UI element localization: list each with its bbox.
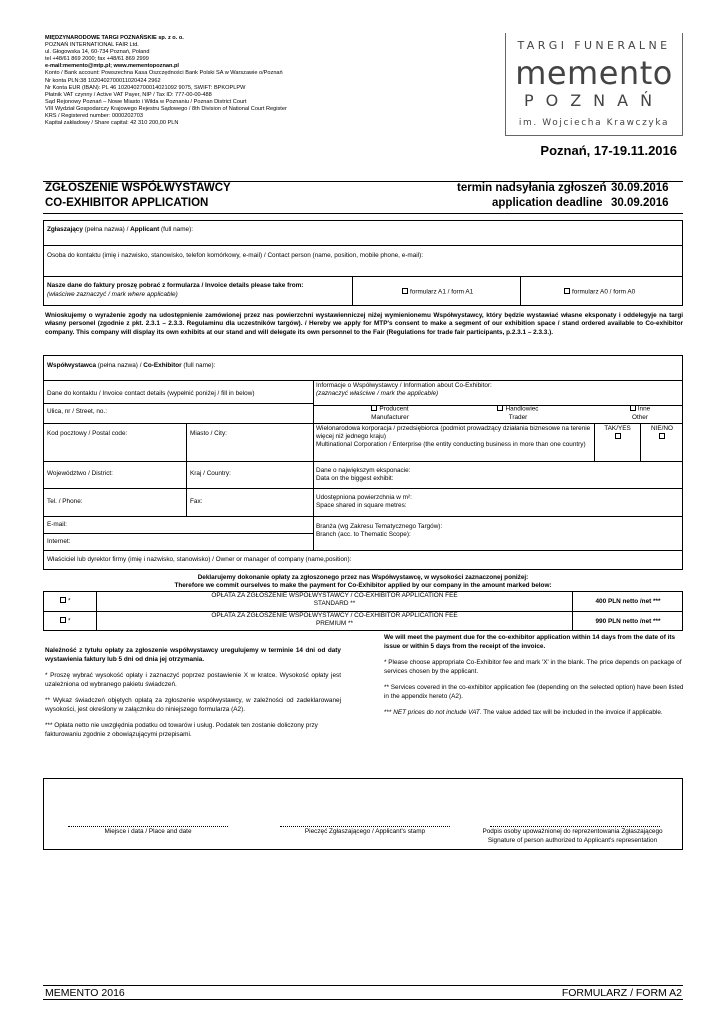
multinational-no[interactable] <box>641 425 683 442</box>
fee-premium-checkbox[interactable] <box>60 617 71 626</box>
company-name: MIĘDZYNARODOWE TARGI POZNAŃSKIE sp. z o. o. <box>45 35 184 41</box>
event-date: Poznań, 17-19.11.2016 <box>540 143 677 158</box>
note-en-3-stars: *** <box>384 709 394 716</box>
payment-terms-en: We will meet the payment due for the co-exhibitor application within 14 days from the date of its issue or within 5 days from the receipt of the invoice. <box>384 634 676 650</box>
applicant-label-rest-en: (full name): <box>159 226 194 233</box>
coexhibitor-label-rest-en: (full name): <box>181 362 216 369</box>
checkbox-icon[interactable] <box>402 288 408 294</box>
coexhibitor-label-bold: Współwystawca <box>47 362 97 369</box>
other-label: Inne <box>637 405 651 413</box>
street-field[interactable]: Ulica, nr / Street, no.: <box>47 408 108 415</box>
fax-field[interactable]: Fax: <box>190 498 203 505</box>
company-phone: tel +48/61 869 2000; fax +48/61 869 2999 <box>45 56 149 63</box>
place-date-label: Miejsce i data / Place and date <box>104 828 192 835</box>
other-label-en: Other <box>632 413 648 421</box>
title-en: CO-EXHIBITOR APPLICATION <box>45 197 209 209</box>
note-en-2: ** Services covered in the co-exhibitor application fee (depending on the selected option) have been listed in the appendix hereto (A2). <box>384 684 684 700</box>
checkbox-icon[interactable] <box>564 288 570 294</box>
space-shared-field[interactable]: Udostępniona powierzchnia w m²: Space shared in square metres: <box>316 494 412 509</box>
notes-en <box>384 633 684 717</box>
multinational-yes[interactable] <box>595 425 640 442</box>
contact-data-label: Dane do kontaktu / Invoice contact details (wypełnić poniżej / fill in below) <box>47 390 255 397</box>
other-option[interactable] <box>615 405 665 422</box>
applicant-label-bold: Zgłaszający <box>47 226 83 233</box>
producer-option[interactable] <box>350 405 430 422</box>
account-pln: Nr konta PLN:38 1020402700011020424 2962 <box>45 77 161 84</box>
fee-standard-label: OPŁATA ZA ZGŁOSZENIE WSPÓŁWYSTAWCY / CO-EXHIBITOR APPLICATION FEE STANDARD ** <box>211 592 458 607</box>
fee-premium-price: 990 PLN netto /net *** <box>595 618 661 625</box>
fee-premium-mark: * <box>68 617 71 625</box>
deadline-en-date: 30.09.2016 <box>611 197 669 209</box>
stamp-label: Pieczęć Zgłaszającego / Applicant's stamp <box>304 828 426 835</box>
title-pl: ZGŁOSZENIE WSPÓŁWYSTAWCY <box>45 182 231 194</box>
internet-field[interactable]: Internet: <box>47 538 71 545</box>
note-en-3-rest: . The value added tax will be included in the invoice if applicable. <box>479 709 663 716</box>
branch-field[interactable]: Branża (wg Zakresu Tematycznego Targów): Branch (acc. to Thematic Scope): <box>316 523 443 538</box>
note-pl-1: * Proszę wybrać wysokość opłaty i zaznaczyć poprzez postawienie X w kratce. Wysokość opłaty jest uzależniona od wybranego pakietu świadczeń. <box>45 672 341 688</box>
logo-top-text: TARGI FUNERALNE <box>517 39 671 52</box>
invoice-details-label: Nasze dane do faktury proszę pobrać z formularza / Invoice details please take from: <box>47 282 304 289</box>
consent-text: Wnioskujemy o wyrażenie zgody na udostępnienie zamówionej przez nas powierzchni wystawienniczej niżej wymienionemu Współwystawcy, który będzie wystawiać własne eksponaty i oddelegује na targi własny personel (zgodnie z pkt. 2.3.1 – 2.3.3. Regulaminu dla uczestników targów). / Hereby we apply for MTP's consent to make a segment of our exhibition space / stand ordered available to Co-exhibitor company. This company will display its own exhibits at our stand and will delegate its own personnel to the Fair (Regulations for trade fair participants, p.2.3.1 – 2.3.3.). <box>45 312 683 336</box>
share-capital: Kapitał zakładowy / Share capital: 42 310 200,00 PLN <box>45 120 179 127</box>
court-info: Sąd Rejonowy Poznań – Nowe Miasto i Wilda w Poznaniu / Poznan District Court <box>45 98 247 105</box>
applicant-label-rest: (pełna nazwa) / <box>82 226 131 233</box>
signature-label-en: Signature of person authorized to Applicant's representation <box>487 837 658 844</box>
no-label: NIE/NO <box>650 425 673 432</box>
krs-number: KRS / Registered number: 0000202703 <box>45 113 143 120</box>
info-sub: (zaznaczyć właściwe / mark the applicable) <box>316 390 439 397</box>
coexhibitor-name-field[interactable] <box>47 362 677 370</box>
fee-standard-mark: * <box>68 597 71 605</box>
checkbox-icon[interactable] <box>60 617 66 623</box>
declare-pl: Deklarujemy dokonanie opłaty za zgłoszonego przez nas Współwystawcę, w wysokości zaznaczonej poniżej: <box>197 574 529 581</box>
producer-label: Producent <box>379 405 409 413</box>
checkbox-icon[interactable] <box>615 433 621 439</box>
signature-label-pl: Podpis osoby upoważnionej do reprezentowania Zgłaszającego <box>482 828 663 835</box>
phone-field[interactable]: Tel. / Phone: <box>47 498 83 505</box>
deadline-pl-label: termin nadsyłania zgłoszeń <box>457 182 607 194</box>
coexhibitor-label-bold-en: Co-Exhibitor <box>143 362 182 369</box>
coexhibitor-label-rest: (pełna nazwa) / <box>96 362 144 369</box>
vat-info: Płatnik VAT czynny / Active VAT Payer, NIP / Tax ID: 777-00-00-488 <box>45 91 212 98</box>
company-name-en: POZNAŃ INTERNATIONAL FAIR Ltd. <box>45 42 139 49</box>
city-field[interactable]: Miasto / City: <box>190 430 227 437</box>
form-a1-label: formularz A1 / form A1 <box>410 288 474 296</box>
checkbox-icon[interactable] <box>60 597 66 603</box>
note-en-1: * Please choose appropriate Co-Exhibitor fee and mark 'X' in the blank. The price depends on package of services chosen by the applicant. <box>384 659 682 675</box>
multinational-label: Wielonarodowa korporacja / przedsiębiorca (podmiot prowadzący działania biznesowe na terenie więcej niż jednego kraju) Multinational Corporation / Enterprise (the entity conducting business in more than one country) <box>316 425 591 448</box>
producer-label-en: Manufacturer <box>371 413 409 421</box>
logo-main-text: memento <box>515 54 673 92</box>
note-pl-3: *** Opłata netto nie uwzględnia podatku od towarów i usług. Podatek ten zostanie doliczony przy fakturowaniu zgodnie z obowiązującymi przepisami. <box>45 722 318 738</box>
company-email: e-mail:memento@mtp.pl; www.mementopoznan.pl <box>45 63 179 70</box>
contact-person-field[interactable]: Osoba do kontaktu (imię i nazwisko, stanowisko, telefon komórkowy, e-mail) / Contact person (name, position, mobile phone, e-mail): <box>47 252 424 259</box>
checkbox-icon[interactable] <box>630 405 636 411</box>
applicant-label-bold-en: Applicant <box>130 226 160 233</box>
postal-code-field[interactable]: Kod pocztowy / Postal code: <box>47 430 128 437</box>
checkbox-icon[interactable] <box>659 433 665 439</box>
memento-logo <box>505 33 683 136</box>
owner-field[interactable]: Właściciel lub dyrektor firmy (imię i nazwisko, stanowisko) / Owner or manager of company (name,position): <box>47 556 352 563</box>
deadline-pl-date: 30.09.2016 <box>611 182 669 194</box>
invoice-details-sub: (właściwe zaznaczyć / mark where applicable) <box>47 291 178 298</box>
checkbox-icon[interactable] <box>497 405 503 411</box>
checkbox-icon[interactable] <box>371 405 377 411</box>
payment-terms-pl: Należność z tytułu opłaty za zgłoszenie współwystawcy uregulujemy w terminie 14 dni od daty wystawienia faktury lub 5 dni od dnia jej otrzymania. <box>45 647 341 663</box>
fee-standard-checkbox[interactable] <box>60 597 71 606</box>
notes-pl <box>45 646 341 739</box>
form-a1-option[interactable] <box>402 288 473 297</box>
logo-city-text: POZNAŃ <box>523 91 665 110</box>
fee-premium-label: OPŁATA ZA ZGŁOSZENIE WSPÓŁWYSTAWCY / CO-EXHIBITOR APPLICATION FEE PREMIUM ** <box>211 612 458 627</box>
biggest-exhibit-field[interactable]: Dane o największym eksponacie: Data on the biggest exhibit: <box>316 467 411 482</box>
company-info <box>45 35 345 127</box>
note-en-3 <box>384 708 684 717</box>
deadline-en-label: application deadline <box>492 197 603 209</box>
country-field[interactable]: Kraj / Country: <box>190 470 231 477</box>
info-label: Informacje o Współwystawcy / Information about Co-Exhibitor: <box>316 382 492 389</box>
note-en-3-italic: NET prices do not include VAT <box>393 709 480 716</box>
district-field[interactable]: Województwo / District: <box>47 470 113 477</box>
trader-label: Handlowiec <box>505 405 539 413</box>
form-a0-label: formularz A0 / form A0 <box>572 288 636 296</box>
trader-label-en: Trader <box>508 413 528 421</box>
yes-label: TAK/YES <box>604 425 631 432</box>
trader-option[interactable] <box>478 405 558 422</box>
account-eur: Nr Konta EUR (IBAN): PL 46 1020402700014021092 9075, SWIFT: BPKOPLPW <box>45 84 246 91</box>
footer-left: MEMENTO 2016 <box>45 987 125 999</box>
email-field[interactable]: E-mail: <box>47 521 67 528</box>
footer-right: FORMULARZ / FORM A2 <box>561 987 682 999</box>
company-address: ul. Głogowska 14, 60-734 Poznań, Poland <box>45 49 150 56</box>
register-division: VIII Wydział Gospodarczy Krajowego Rejestru Sądowego / 8th Division of National Court Register <box>45 105 287 112</box>
bank-account: Konto / Bank account: Powszechna Kasa Oszczędności Bank Polski SA w Warszawie o/Poznań <box>45 70 283 77</box>
logo-sub-text: im. Wojciecha Krawczyka <box>518 118 670 128</box>
fee-standard-price: 400 PLN netto /net *** <box>595 598 661 605</box>
declare-en: Therefore we commit ourselves to make the payment for Co-Exhibitor applied by our company in the amount marked below: <box>174 582 552 589</box>
note-pl-2: ** Wykaz świadczeń objętych opłatą za zgłoszenie współwystawcy, w zależności od zadeklarowanej wysokości, jest określony w załączniku do niniejszego formularza (A2). <box>45 697 341 713</box>
form-a0-option[interactable] <box>564 288 635 297</box>
applicant-name-field[interactable] <box>47 226 677 234</box>
